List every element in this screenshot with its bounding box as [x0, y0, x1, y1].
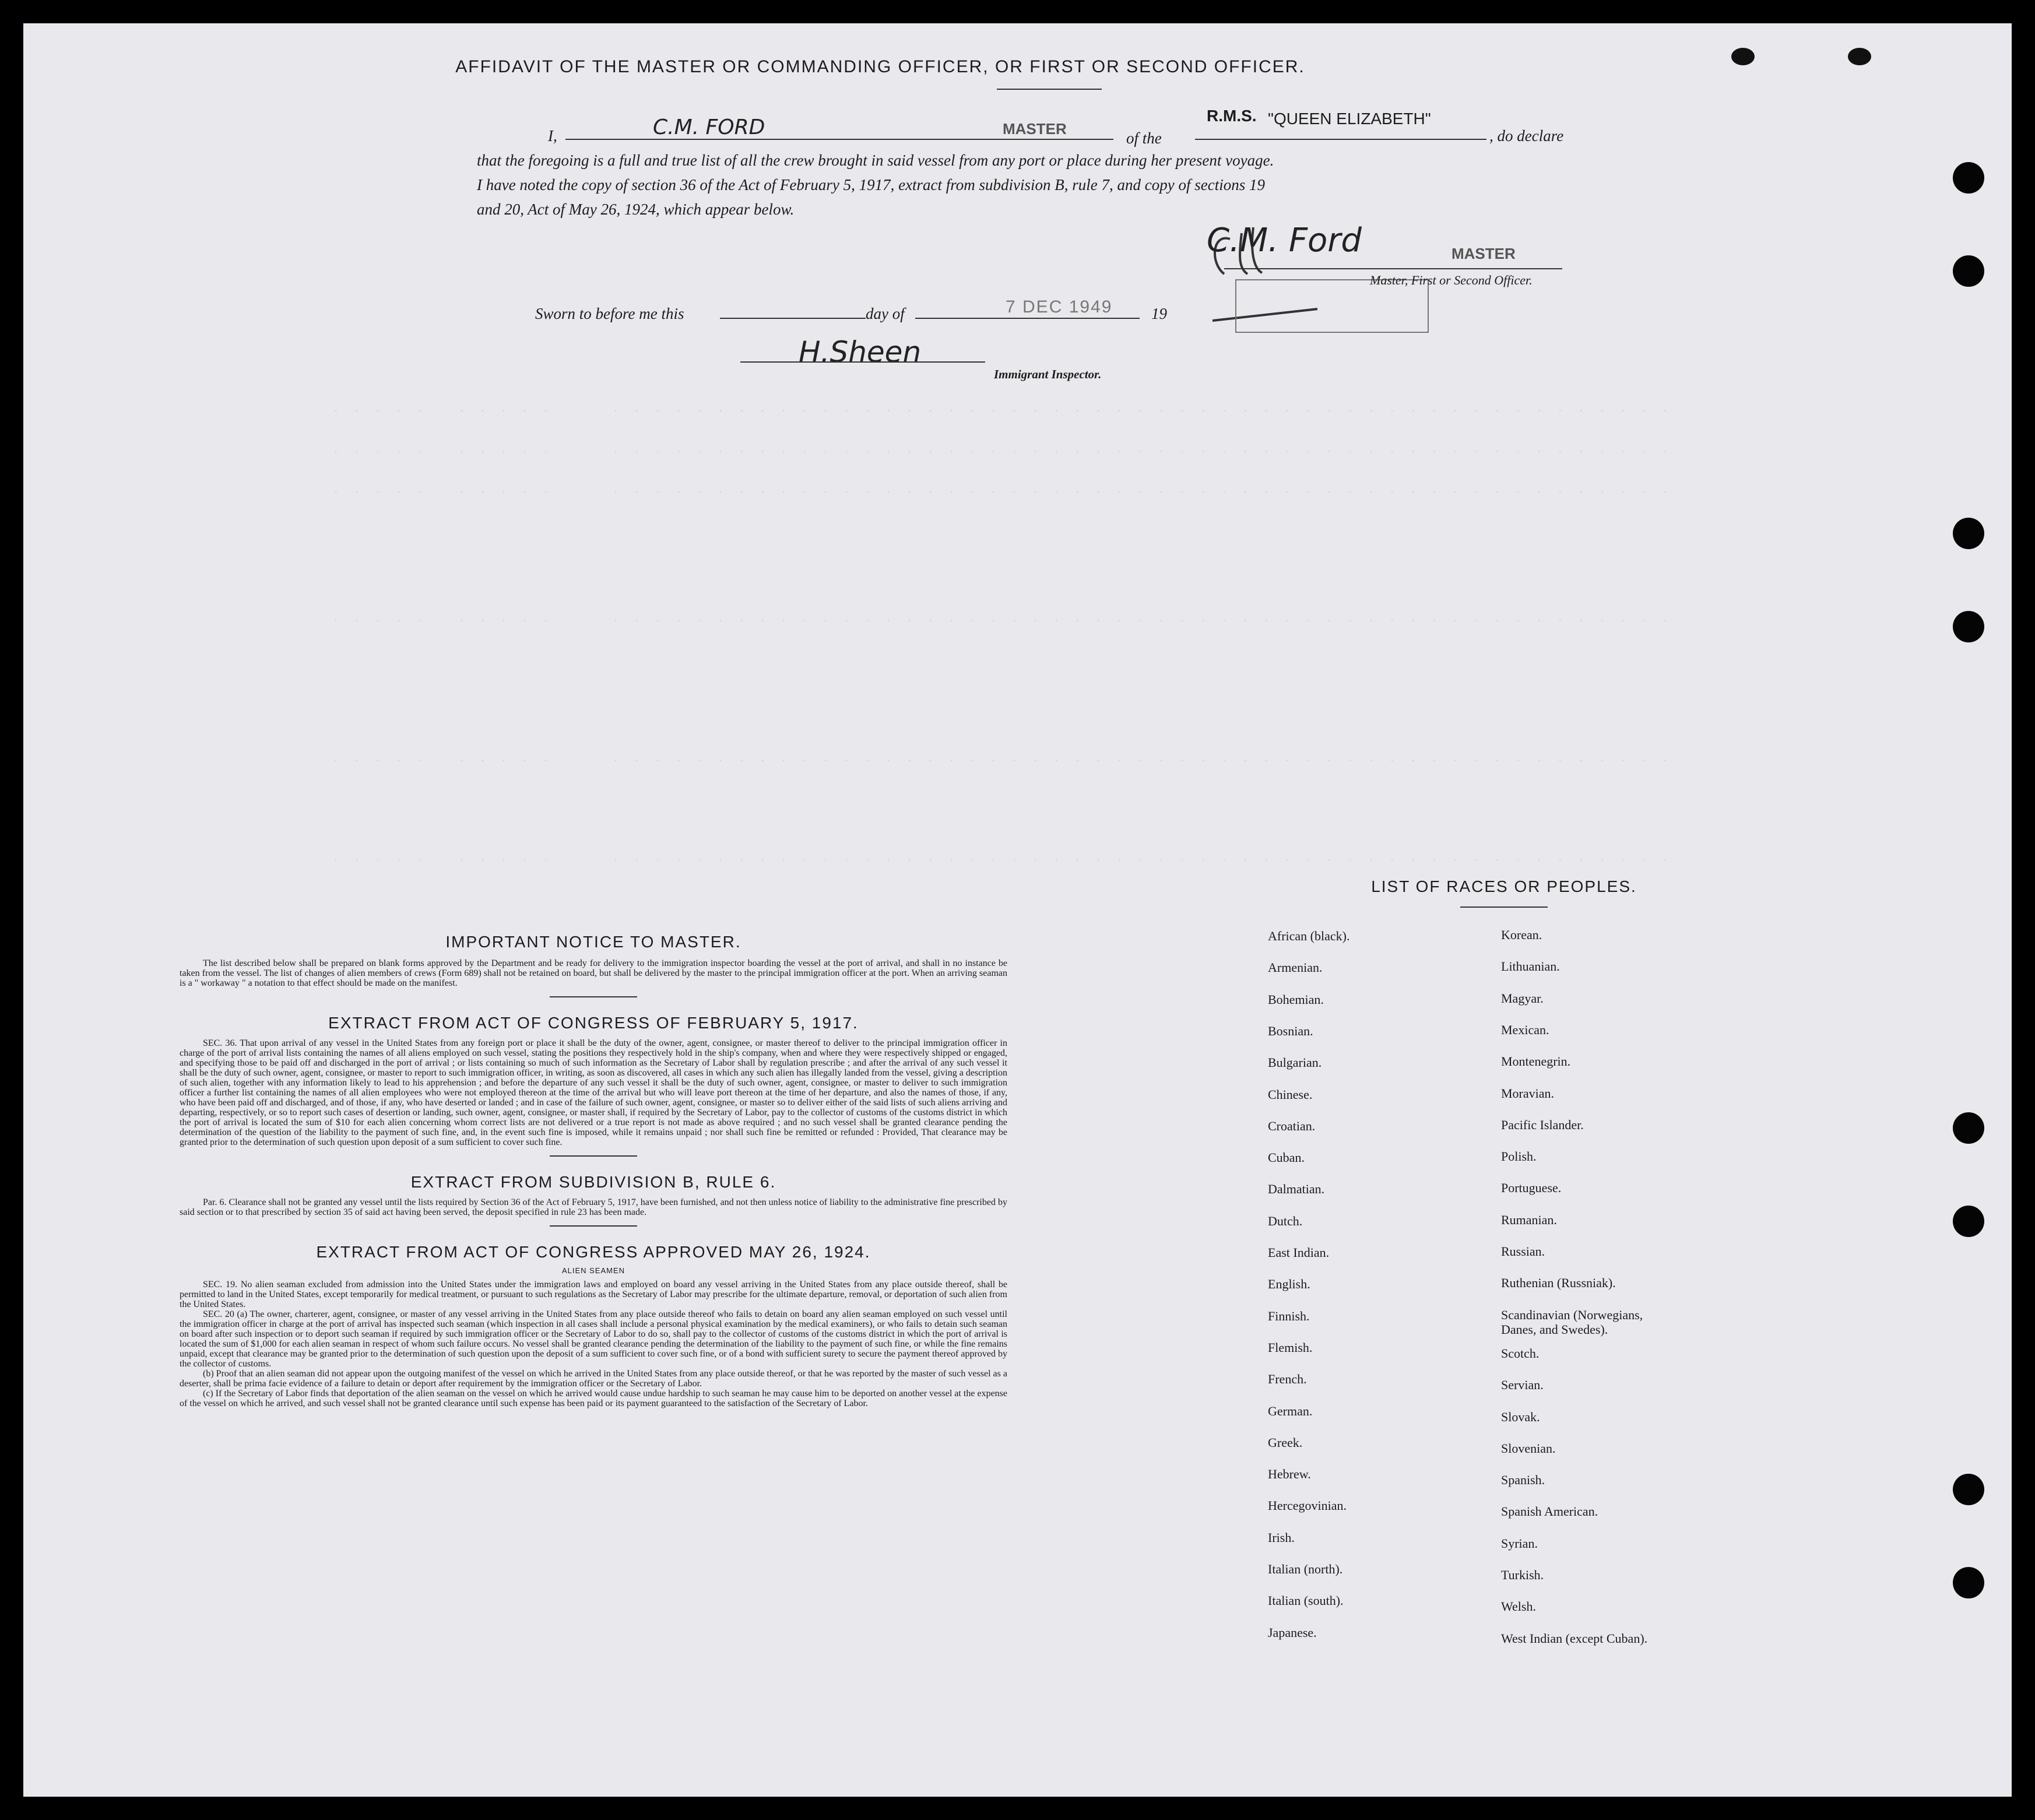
race-right-item: Scandinavian (Norwegians, [1501, 1307, 1643, 1322]
race-right-item: Polish. [1501, 1149, 1537, 1164]
binder-hole [1953, 1112, 1984, 1144]
race-left-item: Bulgarian. [1268, 1055, 1322, 1070]
race-left-item: Flemish. [1268, 1340, 1313, 1355]
binder-hole [1953, 1567, 1984, 1598]
race-right-item: Slovak. [1501, 1409, 1540, 1424]
race-right-item: Russian. [1501, 1244, 1545, 1259]
day-of-label: day of [866, 305, 905, 322]
sec-20b-paragraph: (b) Proof that an alien seaman did not appear upon the outgoing manifest of the vessel on which he arrived in the United States from any place outside thereof, or that he was reported by the master of such vessel as a deserter, shall be prima facie evidence of a failure to detain or deport after requirement by the immigration officer or the Secretary of Labor. [180, 1369, 1007, 1389]
race-left-item: Irish. [1268, 1530, 1295, 1545]
binder-hole [1953, 162, 1984, 194]
date-stamp: 7 DEC 1949 [1006, 297, 1113, 317]
binder-hole [1953, 518, 1984, 549]
race-left-item: East Indian. [1268, 1245, 1330, 1260]
race-left-item: Italian (south). [1268, 1593, 1344, 1608]
rule-6-text [180, 1197, 1007, 1217]
year-prefix: 19 [1151, 305, 1167, 322]
binder-hole [1953, 1474, 1984, 1505]
race-right-item: Rumanian. [1501, 1212, 1557, 1227]
race-right-item: Slovenian. [1501, 1440, 1556, 1456]
race-left-item: Bosnian. [1268, 1023, 1313, 1038]
declaration-line-2: that the foregoing is a full and true list of all the crew brought in said vessel from any port or place during her present voyage. [477, 152, 1274, 169]
rule-6-rule [550, 1225, 637, 1227]
inspector-line [740, 361, 985, 363]
race-left-item: Chinese. [1268, 1087, 1313, 1102]
race-left-item: English. [1268, 1277, 1310, 1292]
race-left-item: Dutch. [1268, 1213, 1303, 1228]
extract-1917-title: EXTRACT FROM ACT OF CONGRESS OF FEBRUARY 5, 1917. [328, 1014, 859, 1032]
notice-rule [550, 996, 637, 997]
binder-hole [1953, 1206, 1984, 1237]
extract-1924-title: EXTRACT FROM ACT OF CONGRESS APPROVED MAY 26, 1924. [316, 1243, 871, 1261]
race-right-item: Moravian. [1501, 1085, 1555, 1101]
sec-20c-paragraph: (c) If the Secretary of Labor finds that deportation of the alien seaman on the vessel on which he arrived would cause undue hardship to such seaman he may cause him to be deported on another vessel at the expense of the vessel on which he arrived, and such vessel shall not be granted clearance until such expense has been paid or its payment guaranteed to the satisfaction of the Secretary of Labor. [180, 1389, 1007, 1408]
bleed-through-line: . . . . . . . . . . . . . . . . . . . . . . . . . . . . . . . . . . . . . . . . . . . . . . . . . . . . . . . . . . . . . [332, 752, 1669, 765]
race-right-item: Spanish American. [1501, 1504, 1598, 1519]
race-right-item: Mexican. [1501, 1022, 1549, 1037]
race-scandinavian-continued: Danes, and Swedes). [1501, 1322, 1608, 1337]
sworn-label: Sworn to before me this [535, 305, 684, 322]
title-rule [997, 89, 1102, 90]
master-name-handwritten: C.M. FORD [653, 115, 765, 139]
notice-paragraph: The list described below shall be prepared on blank forms approved by the Department and be ready for delivery to the immigration inspector boarding the vessel at the port of arrival, and shall in no instance be taken from the vessel. The list of changes of alien members of crews (Form 689) shall not be retained on board, but shall be delivered by the master to the principal immigration officer at the port. When an arriving seaman is a " workaway " a notation to that effect should be made on the manifest. [180, 958, 1007, 988]
rule-6-title: EXTRACT FROM SUBDIVISION B, RULE 6. [410, 1173, 776, 1191]
declaration-line-3: I have noted the copy of section 36 of the Act of February 5, 1917, extract from subdivision B, rule 7, and copy of sections 19 [477, 176, 1265, 194]
race-left-item: Japanese. [1268, 1625, 1317, 1640]
bleed-through-line: . . . . . . . . . . . . . . . . . . . . . . . . . . . . . . . . . . . . . . . . . . . . . . . . . . . . . . . . . . . . . [332, 851, 1669, 865]
master-signature: C.M. Ford [1207, 222, 1362, 259]
vessel-line [1195, 139, 1486, 140]
race-right-item: West Indian (except Cuban). [1501, 1631, 1648, 1646]
signature-line [1224, 268, 1562, 269]
alien-seamen-subtitle: ALIEN SEAMEN [561, 1266, 625, 1275]
do-declare-label: , do declare [1489, 127, 1564, 145]
race-left-item: French. [1268, 1372, 1307, 1387]
race-right-item: Ruthenian (Russniak). [1501, 1276, 1616, 1291]
race-left-item: Armenian. [1268, 960, 1323, 975]
binder-hole [1953, 611, 1984, 642]
document-page [23, 23, 2012, 1797]
notice-text [180, 958, 1007, 988]
inspector-signature: H.Sheen [799, 335, 922, 369]
extract-1917-rule [550, 1155, 637, 1157]
extract-1917-paragraph: SEC. 36. That upon arrival of any vessel in the United States from any foreign port or place it shall be the duty of the owner, agent, consignee, or master thereof to deliver to the principal immigration officer in charge of the port of arrival lists containing the names of all aliens employed on such vessel, stating the positions they respectively hold in the ship's company, when and where they were respectively shipped or engaged, and specifying those to be paid off and discharged in the port of arrival ; or lists containing so much of such information as the Secretary of Labor shall by regulation prescribe ; and after the arrival of any such vessel it shall be the duty of such owner, agent, consignee, or master to report to such immigration officer, in writing, as soon as discovered, all cases in which any such alien has illegally landed from the vessel, giving a description of such alien, together with any information likely to lead to his apprehension ; and before the departure of any such vessel it shall be the duty of such owner, agent, consignee, or master to deliver to such immigration officer a further list containing the names of all alien employees who were not employed thereon at the time of the arrival but who will leave port thereon at the time of her departure, and also the names of those, if any, who have been paid off and discharged, and of those, if any, who have deserted or landed ; and in case of the failure of such owner, agent, consignee, or master so to deliver either of the said lists of such aliens arriving and departing, respectively, or so to report such cases of desertion or landing, such owner, agent, consignee, or master shall, if required by the Secretary of Labor, pay to the collector of customs of the customs district in which the port of arrival is located the sum of $10 for each alien concerning whom correct lists are not delivered or a true report is not made as above required ; and no such vessel shall be granted clearance pending the determination of the question of the liability to the payment of such fine, and, in the event such fine is imposed, while it remains unpaid ; nor shall such fine be remitted or refunded : Provided, That clearance may be granted prior to the determination of such question upon deposit of a sum sufficient to cover such fine. [180, 1038, 1007, 1147]
sec-20a-paragraph: SEC. 20 (a) The owner, charterer, agent, consignee, or master of any vessel arriving in the United States from any place outside thereof who fails to detain on board any alien seaman employed on such vessel until the immigration officer in charge at the port of arrival has inspected such seaman (which inspection in all cases shall include a personal physical examination by the medical examiners), or who fails to detain such seaman on board after such inspection or to deport such seaman if required by such immigration officer or the Secretary of Labor to do so, shall pay to the collector of customs of the customs district in which the port of arrival is located the sum of $1,000 for each alien seaman in respect of whom such failure occurs. No vessel shall be granted clearance pending the determination of the liability to the payment of such fine, or while the fine remains unpaid, except that clearance may be granted prior to the determination of such question upon the deposit of a sum sufficient to cover such fine, or of a bond with sufficient surety to secure the payment thereof approved by the collector of customs. [180, 1309, 1007, 1369]
race-right-item: Servian. [1501, 1378, 1544, 1393]
notice-title: IMPORTANT NOTICE TO MASTER. [445, 933, 741, 951]
of-the-label: of the [1126, 129, 1162, 147]
signature-stamp: MASTER [1451, 245, 1516, 262]
race-right-item: Pacific Islander. [1501, 1117, 1584, 1132]
race-right-item: Korean. [1501, 927, 1542, 942]
vessel-prefix: R.M.S. [1207, 107, 1257, 125]
race-left-item: Dalmatian. [1268, 1182, 1325, 1197]
rank-stamp: MASTER [1003, 120, 1067, 138]
bleed-through-line: . . . . . . . . . . . . . . . . . . . . . . . . . . . . . . . . . . . . . . . . . . . . . . . . . . . . . . . . . . . . . [332, 612, 1669, 626]
races-rule [1460, 907, 1548, 908]
bleed-through-line: . . . . . . . . . . . . . . . . . . . . . . . . . . . . . . . . . . . . . . . . . . . . . . . . . . . . . . . . . . . . . [332, 443, 1669, 456]
race-right-item: Turkish. [1501, 1568, 1544, 1582]
sec-19-paragraph: SEC. 19. No alien seaman excluded from admission into the United States under the immigration laws and employed on board any vessel arriving in the United States from any place outside thereof, shall be permitted to land in the United States, except temporarily for medical treatment, or pursuant to such regulations as the Secretary of Labor may prescribe for the ultimate departure, removal, or deportation of such alien from the United States. [180, 1280, 1007, 1309]
race-left-item: African (black). [1268, 929, 1350, 943]
vessel-name: "QUEEN ELIZABETH" [1268, 110, 1431, 128]
inspector-caption: Immigrant Inspector. [994, 367, 1102, 381]
race-right-item: Lithuanian. [1501, 959, 1560, 974]
race-left-item: Croatian. [1268, 1118, 1316, 1133]
sworn-day-line [720, 318, 866, 319]
rule-6-paragraph: Par. 6. Clearance shall not be granted any vessel until the lists required by Section 36 of the Act of February 5, 1917, have been furnished, and not then unless notice of liability to the administrative fine prescribed by said section or to that prescribed by section 35 of said act having been served, the deposit specified in rule 23 has been made. [180, 1197, 1007, 1217]
race-right-item: Montenegrin. [1501, 1054, 1571, 1069]
extract-1924-text [180, 1280, 1007, 1408]
races-title: LIST OF RACES OR PEOPLES. [1371, 877, 1637, 895]
race-right-item: Syrian. [1501, 1536, 1538, 1551]
i-label: I, [548, 127, 557, 145]
signature-caption: Master, First or Second Officer. [1370, 273, 1533, 287]
race-right-item: Spanish. [1501, 1473, 1545, 1488]
bleed-through-line: . . . . . . . . . . . . . . . . . . . . . . . . . . . . . . . . . . . . . . . . . . . . . . . . . . . . . . . . . . . . . [332, 402, 1669, 416]
name-line [565, 139, 1113, 140]
race-left-item: Hebrew. [1268, 1467, 1311, 1482]
extract-1917-text [180, 1038, 1007, 1147]
race-right-item: Portuguese. [1501, 1180, 1562, 1196]
race-left-item: Bohemian. [1268, 992, 1324, 1007]
binder-hole [1953, 255, 1984, 287]
race-right-item: Welsh. [1501, 1599, 1536, 1614]
race-left-item: Cuban. [1268, 1150, 1305, 1165]
race-left-item: German. [1268, 1403, 1313, 1418]
sworn-month-line [915, 318, 1140, 319]
race-left-item: Finnish. [1268, 1308, 1310, 1323]
race-right-item: Magyar. [1501, 990, 1544, 1006]
declaration-line-4: and 20, Act of May 26, 1924, which appear below. [477, 201, 795, 218]
punch-dot [1848, 48, 1871, 65]
notice-column [180, 933, 1007, 1408]
race-right-item: Scotch. [1501, 1345, 1540, 1361]
race-left-item: Hercegovinian. [1268, 1498, 1347, 1513]
punch-dot [1731, 48, 1755, 65]
affidavit-title: AFFIDAVIT OF THE MASTER OR COMMANDING OFFICER, OR FIRST OR SECOND OFFICER. [455, 57, 1305, 76]
bleed-through-line: . . . . . . . . . . . . . . . . . . . . . . . . . . . . . . . . . . . . . . . . . . . . . . . . . . . . . . . . . . . . . [332, 484, 1669, 497]
race-left-item: Greek. [1268, 1435, 1303, 1450]
race-left-item: Italian (north). [1268, 1562, 1343, 1576]
